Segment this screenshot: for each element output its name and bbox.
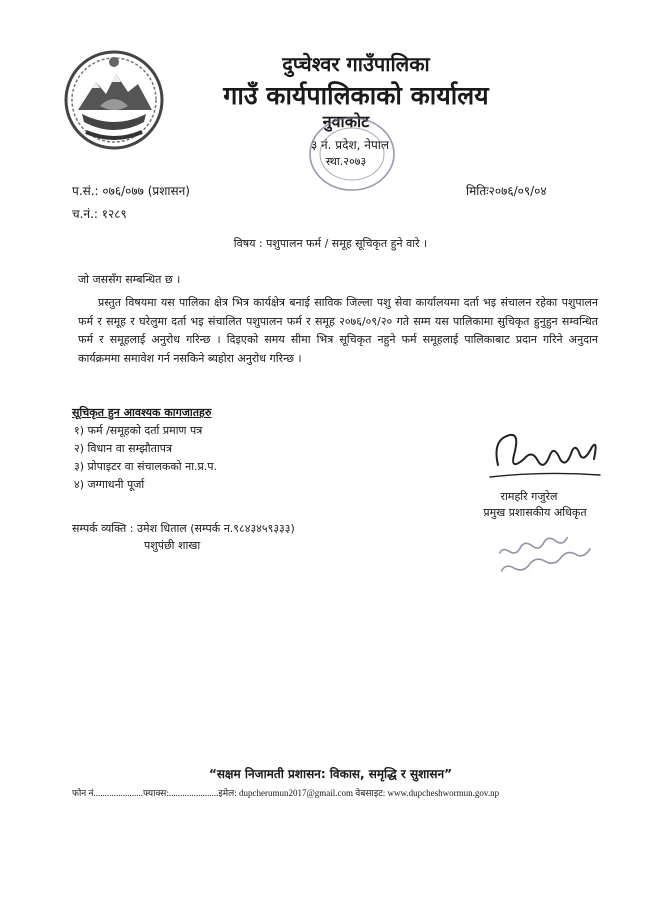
required-documents-list: [74, 422, 217, 494]
contact-person: सम्पर्क व्यक्ति : उमेश धिताल (सम्पर्क न.९८४३४५९३३३): [72, 522, 295, 535]
nepal-emblem-icon: [62, 48, 166, 152]
letter-date: मितिः२०७६/०९/०४: [466, 184, 547, 198]
letter-body: प्रस्तुत विषयमा यस पालिका क्षेत्र भित्र कार्यक्षेत्र बनाई साविक जिल्ला पशु सेवा कार्यालयमा दर्ता भइ संचालन रहेका पशुपालन फर्म र समूह र घरेलुमा दर्ता भइ संचालित पशुपालन फर्म र समूह २०७६/०९/२० गते सम्म यस पालिकामा सुचिकृत हुनुहुन सम्वन्धित फर्म र समूहलाई अनुरोध गरिन्छ । दिइएको समय सीमा भित्र सूचिकृत नहुने फर्म समूहलाई पालिकाबाट प्रदान गरिने अनुदान कार्यक्रममा समावेश गर्न नसकिने ब्यहोरा अनुरोध गरिन्छ ।: [78, 296, 598, 365]
footer-motto: “सक्षम निजामती प्रशासन: विकास, समृद्धि र सुशासन”: [208, 767, 453, 781]
list-item: ४) जग्गाधनी पूर्जा: [74, 478, 145, 491]
signature-scribble-icon: [484, 425, 606, 487]
contact-department: पशुपंछी शाखा: [144, 539, 201, 552]
required-documents-title: सूचिकृत हुन आवश्यक कागजातहरु: [72, 406, 212, 419]
office-name: गाउँ कार्यपालिकाको कार्यालय: [223, 81, 489, 110]
office-established: स्था.२०७३: [325, 155, 367, 168]
municipality-name: दुप्चेश्वर गाउँपालिका: [282, 52, 430, 76]
signatory-title: प्रमुख प्रशासकीय अधिकृत: [483, 506, 587, 519]
signatory-name: रामहरि गजुरेल: [500, 490, 558, 503]
list-item: ३) प्रोपाइटर वा संचालकको ना.प्र.प.: [74, 460, 218, 473]
office-place: नुवाकोट: [322, 112, 370, 131]
signatory-stamp-icon: [490, 520, 600, 582]
letter-subject: विषय : पशुपालन फर्म / समूह सूचिकृत हुने वारे ।: [233, 237, 428, 250]
letter-reference-number: प.सं.: ०७६/०७७ (प्रशासन): [72, 184, 190, 198]
list-item: १) फर्म /समूहको दर्ता प्रमाण पत्र: [74, 424, 203, 437]
office-seal-stamp-icon: [292, 110, 402, 194]
list-item: २) विधान वा सम्झौतापत्र: [74, 442, 173, 455]
dispatch-number: च.नं.: १२८९: [72, 207, 127, 221]
footer-contacts: फोन नं......................फ्याक्स:......................इमेल: dupcherumun2017@gmail.com वेबसाइट: www.dupcheshwormun.gov.np: [72, 788, 500, 798]
letter-salutation: जो जससँग सम्बन्धित छ ।: [78, 273, 181, 286]
office-address: ३ नं. प्रदेश, नेपाल: [310, 138, 390, 152]
